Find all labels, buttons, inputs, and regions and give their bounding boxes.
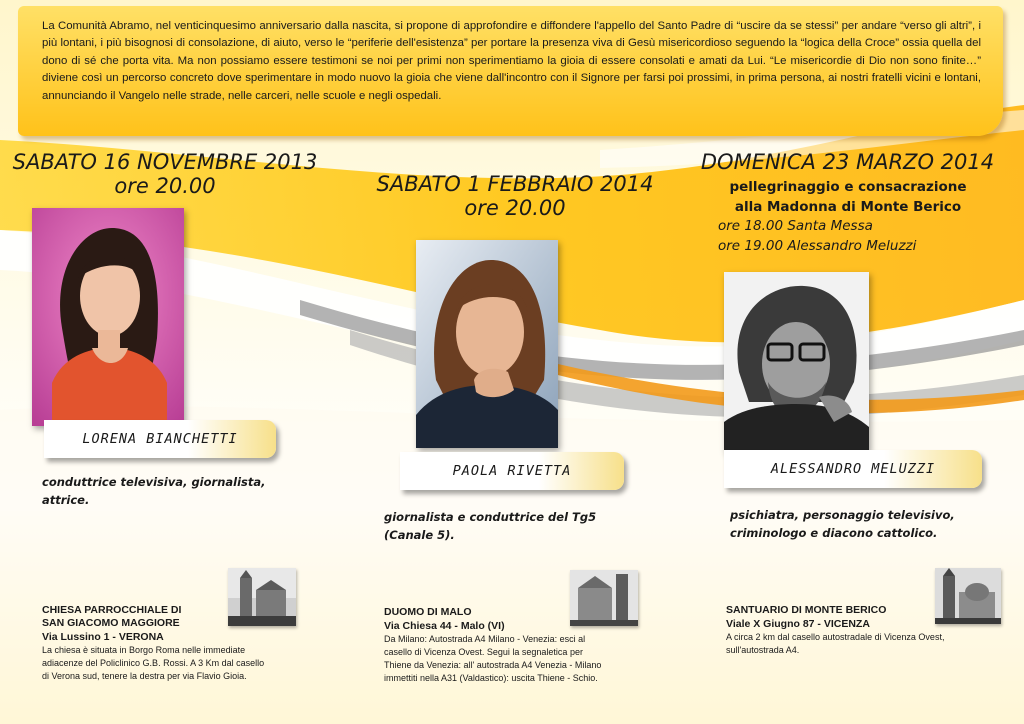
speaker-role-2-line-1: giornalista e conduttrice del Tg5	[384, 510, 597, 524]
event-1-header	[0, 150, 330, 198]
venue-1	[42, 604, 312, 683]
woman-portrait-photo	[416, 240, 558, 448]
speaker-name-box-2	[400, 452, 624, 490]
speaker-name-box-1	[44, 420, 276, 458]
intro-text: La Comunità Abramo, nel venticinquesimo anniversario dalla nascita, si propone di approfondire e diffondere l'appello del Santo Padre di “uscire da se stessi” per andare “verso gli altri”, i più lontani, i più bisognosi di consolazione, di aiuto, verso le “periferie dell'esistenza” per portare la presenza viva di Gesù misericordioso seguendo la “logica della Croce” ossia quella del dono di sé che porta vita. Ma non possiamo essere testimoni se noi per primi non sperimentiamo la gioia di essere consolati e amati da Lui. “Le misericordie di Dio non sono finite…” diviene così un percorso concreto dove sperimentare in modo nuovo la gioia che viene dall'incontro con il Signore per farsi poi prossimi, in prima persona, ai nostri fratelli vicini e lontani, annunciando il Vangelo nelle strade, nelle carceri, nelle scuole e negli ospedali.	[42, 20, 981, 102]
event-1-date: SABATO 16 NOVEMBRE 2013	[12, 150, 318, 174]
event-3-sub-italic-2: ore 19.00 Alessandro Meluzzi	[718, 237, 917, 254]
man-portrait-photo	[724, 272, 869, 452]
venue-3-directions-2: sull'autostrada A4.	[726, 645, 800, 655]
speaker-name-3: ALESSANDRO MELUZZI	[770, 461, 936, 477]
venue-2-directions-4: immettiti nella A31 (Valdastico): uscita Thiene - Schio.	[384, 673, 598, 683]
venue-1-directions-2: adiacenze del Policlinico G.B. Rossi. A 3 Km dal casello	[42, 658, 265, 668]
speaker-role-3	[730, 506, 1010, 542]
event-2-time: ore 20.00	[464, 196, 566, 220]
intro-box	[18, 6, 1003, 136]
venue-3-title-1: SANTUARIO DI MONTE BERICO	[726, 604, 887, 616]
woman-portrait-photo	[32, 208, 184, 426]
venue-2-address: Via Chiesa 44 - Malo (VI)	[384, 620, 505, 632]
venue-2-directions-1: Da Milano: Autostrada A4 Milano - Venezia: esci al	[384, 634, 586, 644]
event-3-sub-italic-1: ore 18.00 Santa Messa	[718, 218, 873, 234]
event-3-header	[690, 150, 1005, 174]
venue-1-title-1: CHIESA PARROCCHIALE DI	[42, 604, 182, 616]
speaker-role-1: conduttrice televisiva, giornalista, attrice.	[42, 475, 266, 507]
event-2-date: SABATO 1 FEBBRAIO 2014	[376, 172, 654, 196]
venue-1-title-2: SAN GIACOMO MAGGIORE	[42, 617, 180, 629]
venue-3	[726, 604, 1006, 657]
venue-3-address: Viale X Giugno 87 - VICENZA	[726, 618, 870, 630]
event-2-header	[350, 172, 680, 220]
event-3-sub-bold-2: alla Madonna di Monte Berico	[734, 198, 962, 215]
venue-2	[384, 606, 654, 685]
speaker-name-1: LORENA BIANCHETTI	[82, 431, 238, 447]
event-3-subtitle	[718, 178, 978, 256]
speaker-role-3-line-1: psichiatra, personaggio televisivo,	[730, 508, 955, 522]
speaker-name-box-3	[724, 450, 982, 488]
speaker-name-2: PAOLA RIVETTA	[452, 463, 572, 479]
event-3-sub-bold-1: pellegrinaggio e consacrazione	[729, 179, 967, 195]
speaker-role-3-line-2: criminologo e diacono cattolico.	[730, 526, 938, 540]
venue-1-directions-3: di Verona sud, tenere la destra per via Flavio Gioia.	[42, 671, 247, 681]
venue-2-directions-2: casello di Vicenza Ovest. Segui la segnaletica per	[384, 647, 583, 657]
event-3-date: DOMENICA 23 MARZO 2014	[700, 150, 995, 174]
venue-2-title-1: DUOMO DI MALO	[384, 606, 472, 618]
venue-1-directions-1: La chiesa è situata in Borgo Roma nelle immediate	[42, 645, 246, 655]
venue-3-directions-1: A circa 2 km dal casello autostradale di Vicenza Ovest,	[726, 632, 945, 642]
venue-1-address: Via Lussino 1 - VERONA	[42, 631, 164, 643]
speaker-role-2	[384, 508, 644, 544]
speaker-role-2-line-2: (Canale 5).	[384, 528, 455, 542]
event-1-time: ore 20.00	[114, 174, 216, 198]
venue-2-directions-3: Thiene da Venezia: all' autostrada A4 Venezia - Milano	[384, 660, 602, 670]
